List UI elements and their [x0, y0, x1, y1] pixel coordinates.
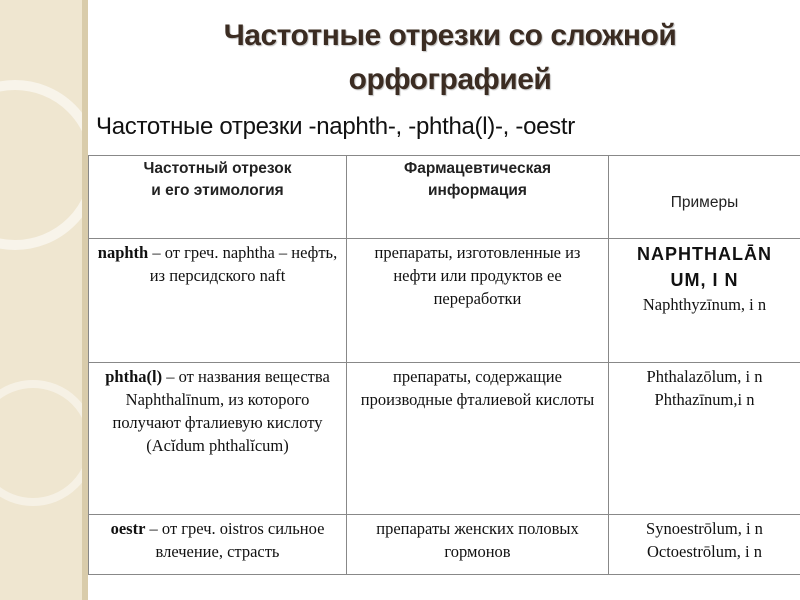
slide-title: [150, 14, 750, 102]
decorative-sidebar: [0, 0, 88, 600]
examples-cell: [609, 239, 800, 363]
table-row: [89, 239, 800, 363]
example-item-cont: UM, I N: [670, 270, 739, 290]
segment-name: phtha(l): [105, 367, 163, 386]
header-examples: Примеры: [609, 156, 800, 239]
segment-name: oestr: [110, 519, 146, 538]
table-header-row: [89, 156, 800, 239]
decorative-arc: [0, 80, 88, 250]
slide-subtitle: Частотные отрезки -naphth-, -phtha(l)-, -oestr: [96, 113, 575, 140]
segment-etymology: – от названия вещества Naphthalīnum, из которого получают фталиевую кислоту (Acĭdum phthalĭcum): [112, 367, 330, 455]
header-segment: [89, 156, 347, 239]
header-segment-line2: и его этимология: [151, 182, 284, 199]
segments-table: [88, 155, 800, 575]
table-row: [89, 363, 800, 515]
header-pharma-line2: информация: [428, 182, 527, 199]
info-cell: препараты, содержащие производные фталиевой кислоты: [347, 363, 609, 515]
segment-etymology: – от греч. naphtha – нефть, из персидского naft: [148, 243, 338, 285]
segment-cell: [89, 363, 347, 515]
examples-cell: [609, 515, 800, 575]
example-item: Phthalazōlum, i n: [646, 367, 763, 386]
segment-cell: [89, 239, 347, 363]
header-pharma-info: [347, 156, 609, 239]
example-item: Phthazīnum,i n: [654, 390, 755, 409]
slide-title-line1: Частотные отрезки со сложной: [223, 19, 677, 52]
segment-cell: [89, 515, 347, 575]
header-segment-line1: Частотный отрезок: [143, 160, 292, 177]
segment-etymology: – от греч. oistros сильное влечение, страсть: [145, 519, 325, 561]
info-cell: препараты, изготовленные из нефти или продуктов ее переработки: [347, 239, 609, 363]
example-item: NAPHTHALĀN: [637, 244, 772, 264]
example-item: Synoestrōlum, i n: [646, 519, 763, 538]
table-row: [89, 515, 800, 575]
header-pharma-line1: Фармацевтическая: [403, 160, 552, 177]
slide-title-line2: орфографией: [348, 63, 552, 96]
info-cell: препараты женских половых гормонов: [347, 515, 609, 575]
example-item: Octoestrōlum, i n: [646, 542, 763, 561]
examples-cell: [609, 363, 800, 515]
decorative-arc: [0, 380, 88, 506]
segment-name: naphth: [97, 243, 149, 262]
example-item: Naphthyzīnum, i n: [642, 295, 767, 314]
